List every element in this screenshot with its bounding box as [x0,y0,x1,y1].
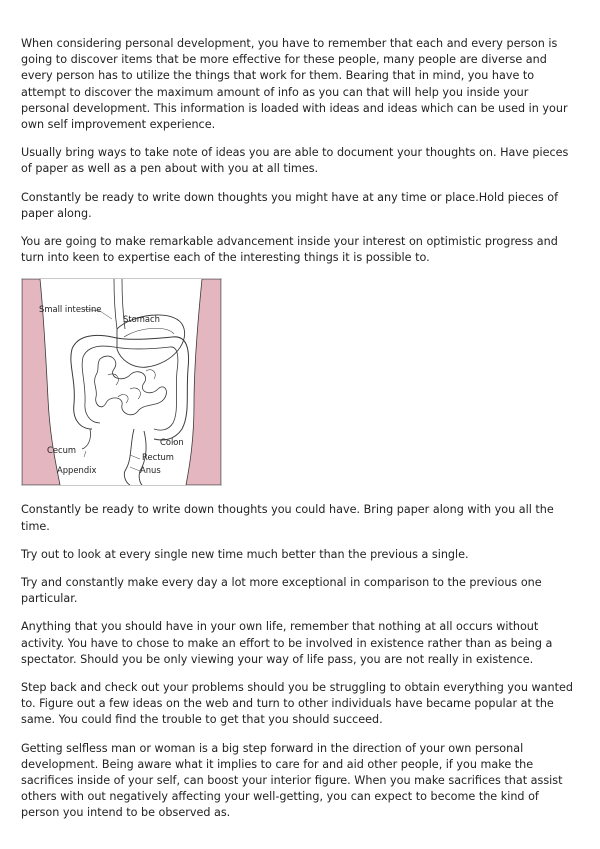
colon-outline [71,336,189,441]
paragraph-selfless: Getting selfless man or woman is a big step forward in the direction of your own personal development. Being aware what it implies to care for and aid other people, if you make the sacrifices inside of your self, can boost your interior figure. When you make sacrifices that assist others with out negatively affecting your well-getting, you can expect to become the kind of person you intend to be observed as. [21,741,563,820]
appendix [82,429,91,449]
paragraph-advancement: You are going to make remarkable advancement inside your interest on optimistic progress and turn into keen to expertise each of the interesting things it is possible to. [21,235,558,265]
label-anus: Anus [140,465,161,476]
label-rectum: Rectum [142,452,174,463]
label-appendix: Appendix [57,465,97,476]
label-stomach: Stomach [123,314,160,325]
paragraph-step-back: Step back and check out your problems should you be struggling to obtain everything you wanted to. Figure out a few ideas on the web and turn to other individuals have became popular at the same. You could find the trouble to get that you should succeed. [21,681,573,727]
digestive-system-figure [21,278,222,486]
esophagus [114,279,117,329]
paragraph-take-notes: Usually bring ways to take note of ideas you are able to document your thoughts on. Have pieces of paper as well as a pen about with you at all times. [21,146,569,176]
label-cecum: Cecum [47,445,77,456]
paragraph-better-time: Try out to look at every single new time much better than the previous a single. [21,547,469,561]
paragraph-activity: Anything that you should have in your own life, remember that nothing at all occurs without activity. You have to chose to make an effort to be involved in existence rather than as being a spectator. Should you be only viewing your way of life pass, you are not really in existence. [21,620,553,666]
paragraph-exceptional-day: Try and constantly make every day a lot more exceptional in comparison to the previous one particular. [21,576,542,606]
body-right-side [186,279,221,485]
label-colon: Colon [160,437,184,448]
paragraph-write-thoughts: Constantly be ready to write down thoughts you might have at any time or place.Hold pieces of paper along. [21,190,559,220]
label-small-intestine: Small intestine [39,304,102,315]
paragraph-intro: When considering personal development, you have to remember that each and every person is going to discover items that be more effective for these people, many people are diverse and every person has to utilize the things that work for them. Bearing that in mind, you have to attempt to discover the maximum amount of info as you can that will help you inside your personal development. This information is loaded with ideas and ideas which can be used in your own self improvement experience. [21,37,568,132]
paragraph-bring-paper: Constantly be ready to write down thoughts you could have. Bring paper along with you all the time. [21,503,554,533]
rectum [124,429,134,485]
digestive-system-illustration [22,279,221,485]
